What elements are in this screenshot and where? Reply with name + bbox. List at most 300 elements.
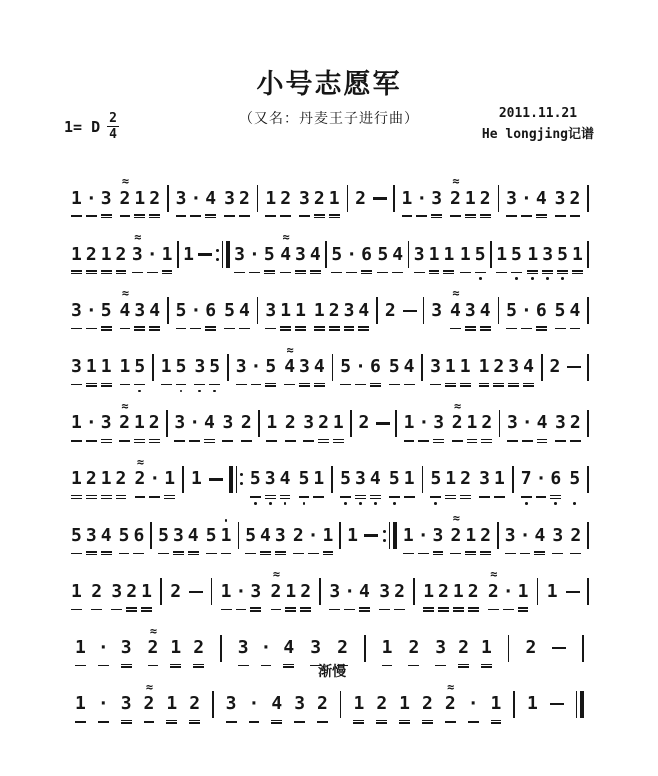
note-digit: 1 bbox=[381, 637, 393, 658]
notation-line bbox=[69, 509, 590, 565]
note-digit: 1 bbox=[465, 524, 477, 546]
underline-eighth bbox=[265, 383, 276, 385]
note-cell bbox=[160, 228, 175, 285]
note-cell bbox=[308, 228, 323, 285]
underline-eighth bbox=[161, 384, 172, 386]
note-group bbox=[494, 228, 524, 285]
note-digit: 2 bbox=[458, 637, 469, 658]
underline-sixteenth bbox=[149, 442, 160, 444]
tempo-annotation: 渐慢 bbox=[318, 663, 347, 680]
barline bbox=[422, 284, 426, 341]
underline-sixteenth bbox=[344, 329, 355, 331]
underline-eighth bbox=[570, 553, 581, 555]
underline-eighth bbox=[170, 664, 181, 666]
underline-sixteenth bbox=[453, 610, 464, 612]
note-digit: 5 bbox=[554, 299, 566, 321]
note-cell bbox=[248, 565, 263, 622]
underline-eighth bbox=[119, 553, 130, 555]
note-cell bbox=[115, 622, 138, 679]
note-digit: 6 bbox=[205, 299, 217, 321]
note-cell bbox=[402, 341, 417, 398]
underline-eighth bbox=[460, 495, 471, 497]
half-note-dash bbox=[375, 397, 391, 454]
underline-eighth bbox=[536, 326, 547, 328]
note-digit: 1 bbox=[134, 187, 146, 209]
note-group bbox=[264, 397, 279, 454]
barline bbox=[166, 284, 170, 341]
underline-eighth bbox=[249, 721, 260, 723]
rhythm-dot: · bbox=[520, 187, 532, 209]
note-cell bbox=[265, 678, 288, 735]
underline-eighth bbox=[570, 215, 581, 217]
note-group bbox=[376, 622, 399, 679]
note-cell bbox=[359, 228, 374, 285]
note-digit: 2 bbox=[170, 580, 182, 602]
note-group bbox=[448, 172, 493, 229]
underline-sixteenth bbox=[537, 442, 548, 444]
note-digit: 1 bbox=[160, 356, 172, 378]
note-group bbox=[130, 228, 175, 285]
notation-line bbox=[69, 341, 590, 397]
underline-eighth bbox=[491, 720, 502, 722]
rhythm-dot: · bbox=[97, 637, 109, 658]
underline-eighth bbox=[370, 383, 381, 385]
note-group bbox=[301, 397, 346, 454]
note-digit: 3 bbox=[235, 356, 247, 378]
underline-eighth bbox=[224, 328, 235, 330]
note-group bbox=[568, 509, 583, 566]
note-group bbox=[263, 284, 308, 341]
note-cell bbox=[124, 565, 139, 622]
octave-dot-below bbox=[531, 277, 534, 280]
note-digit: 2 bbox=[85, 468, 97, 490]
note-digit: 4 bbox=[260, 524, 271, 546]
underline-sixteenth bbox=[353, 722, 364, 724]
underline-sixteenth bbox=[443, 273, 454, 275]
rhythm-dot: · bbox=[248, 693, 260, 715]
underline-eighth bbox=[480, 326, 491, 328]
underline-eighth bbox=[404, 496, 415, 498]
underline-eighth bbox=[355, 495, 366, 497]
note-cell bbox=[316, 397, 331, 454]
underline-eighth bbox=[265, 495, 276, 497]
note-digit: 5 bbox=[245, 524, 257, 546]
repeat-start-barline bbox=[228, 453, 244, 510]
note-group bbox=[89, 565, 104, 622]
note-digit: 5 bbox=[158, 524, 169, 546]
note-cell bbox=[114, 453, 129, 510]
underline-eighth bbox=[506, 328, 517, 330]
note-cell bbox=[262, 228, 277, 285]
key-signature-text: 1= D bbox=[64, 117, 101, 136]
note-digit: 5 bbox=[511, 243, 522, 265]
note-digit: 1 bbox=[265, 187, 277, 209]
half-note-dash bbox=[363, 509, 379, 566]
note-digit: 6 bbox=[133, 524, 145, 546]
underline-eighth bbox=[404, 440, 415, 442]
half-note-dash bbox=[566, 341, 582, 398]
note-group bbox=[232, 228, 277, 285]
time-numerator: 2 bbox=[109, 111, 117, 126]
note-cell bbox=[532, 509, 547, 566]
barline bbox=[392, 172, 396, 229]
underline-eighth bbox=[450, 553, 461, 555]
underline-eighth bbox=[323, 551, 334, 553]
underline-eighth bbox=[71, 495, 82, 497]
repeat-end-barline bbox=[382, 509, 398, 566]
underline-sixteenth bbox=[71, 498, 82, 500]
underline-eighth bbox=[260, 551, 271, 553]
note-digit: 5 bbox=[340, 468, 351, 490]
underline-sixteenth bbox=[300, 610, 311, 612]
underline-eighth bbox=[141, 607, 152, 609]
note-cell bbox=[255, 622, 278, 679]
half-note-dash bbox=[208, 453, 224, 510]
note-digit: 3 bbox=[542, 243, 554, 265]
note-cell bbox=[412, 228, 427, 285]
note-cell bbox=[431, 509, 446, 566]
underline-eighth bbox=[423, 607, 434, 609]
note-digit: 1 bbox=[496, 243, 508, 265]
note-cell bbox=[466, 565, 481, 622]
rhythm-dot: · bbox=[85, 299, 97, 321]
note-digit: 4 bbox=[119, 299, 131, 321]
note-cell bbox=[353, 172, 368, 229]
underline-sixteenth bbox=[116, 273, 127, 275]
note-cell bbox=[297, 172, 312, 229]
underline-eighth bbox=[250, 607, 261, 609]
note-cell bbox=[478, 172, 493, 229]
note-digit: 4 bbox=[271, 693, 283, 715]
note-cell bbox=[567, 453, 582, 510]
note-group bbox=[383, 284, 398, 341]
underline-sixteenth bbox=[86, 554, 97, 556]
note-cell bbox=[568, 397, 583, 454]
note-cell bbox=[509, 228, 524, 285]
note-group bbox=[172, 397, 217, 454]
underline-eighth bbox=[134, 384, 145, 386]
rhythm-dot: · bbox=[502, 580, 514, 602]
underline-eighth bbox=[435, 665, 446, 667]
note-digit: 1 bbox=[571, 243, 583, 265]
underline-eighth bbox=[414, 272, 425, 274]
note-group bbox=[327, 565, 372, 622]
note-group bbox=[519, 453, 564, 510]
note-digit: 2 bbox=[317, 693, 328, 715]
note-cell bbox=[69, 228, 84, 285]
note-digit: 4 bbox=[205, 187, 217, 209]
note-cell bbox=[222, 172, 237, 229]
note-digit: 1 bbox=[75, 693, 86, 715]
notation-line bbox=[69, 565, 590, 621]
note-digit: 4 bbox=[358, 299, 370, 321]
underline-sixteenth bbox=[480, 217, 491, 219]
trill-icon: ≈ bbox=[121, 174, 129, 188]
barline bbox=[346, 172, 350, 229]
underline-eighth bbox=[355, 384, 366, 386]
note-cell bbox=[168, 565, 183, 622]
note-digit: 2 bbox=[422, 693, 433, 715]
note-digit: 1 bbox=[480, 637, 492, 658]
underline-eighth bbox=[111, 609, 122, 611]
note-cell bbox=[492, 453, 507, 510]
note-cell bbox=[428, 341, 443, 398]
half-note-dash bbox=[197, 228, 213, 285]
note-group bbox=[222, 284, 252, 341]
note-digit: 3 bbox=[120, 637, 132, 658]
underline-eighth bbox=[158, 553, 169, 555]
note-group bbox=[477, 453, 507, 510]
note-cell bbox=[311, 678, 334, 735]
underline-eighth bbox=[75, 665, 86, 667]
note-cell bbox=[239, 397, 254, 454]
note-group bbox=[220, 678, 289, 735]
note-group bbox=[118, 172, 163, 229]
underline-sixteenth bbox=[299, 385, 310, 387]
underline-sixteenth bbox=[318, 442, 329, 444]
note-cell bbox=[291, 509, 306, 566]
underline-eighth bbox=[135, 496, 146, 498]
underline-sixteenth bbox=[101, 273, 112, 275]
note-digit: 2 bbox=[115, 243, 127, 265]
note-digit: 3 bbox=[299, 356, 310, 378]
octave-dot-below bbox=[546, 277, 549, 280]
note-cell bbox=[443, 341, 458, 398]
note-digit: 1 bbox=[444, 356, 456, 378]
note-digit: 4 bbox=[313, 356, 325, 378]
note-digit: 1 bbox=[546, 580, 558, 602]
note-group bbox=[192, 341, 222, 398]
note-group bbox=[234, 341, 279, 398]
underline-sixteenth bbox=[423, 610, 434, 612]
note-digit: 3 bbox=[294, 693, 306, 715]
note-group bbox=[347, 678, 438, 735]
note-cell bbox=[147, 397, 162, 454]
note-group bbox=[450, 397, 495, 454]
note-cell bbox=[452, 622, 475, 679]
note-digit: 6 bbox=[535, 299, 547, 321]
note-cell bbox=[347, 678, 370, 735]
trill-icon: ≈ bbox=[452, 511, 459, 526]
underline-eighth bbox=[134, 326, 145, 328]
rhythm-dot: · bbox=[190, 299, 202, 321]
repeat-end-barline bbox=[215, 228, 231, 285]
credits-block bbox=[482, 103, 594, 146]
barline bbox=[507, 678, 521, 735]
note-cell bbox=[390, 228, 405, 285]
note-digit: 1 bbox=[347, 524, 358, 546]
note-cell bbox=[293, 228, 308, 285]
note-cell bbox=[416, 678, 439, 735]
underline-eighth bbox=[294, 721, 305, 723]
underline-eighth bbox=[445, 383, 456, 385]
underline-eighth bbox=[149, 326, 160, 328]
barline bbox=[181, 453, 185, 510]
note-digit: 2 bbox=[318, 412, 329, 434]
note-digit: 4 bbox=[450, 299, 461, 321]
note-digit: 4 bbox=[569, 299, 581, 321]
underline-sixteenth bbox=[310, 273, 321, 275]
note-cell bbox=[186, 509, 201, 566]
note-group bbox=[282, 341, 327, 398]
underline-eighth bbox=[340, 496, 351, 498]
underline-sixteenth bbox=[467, 442, 478, 444]
underline-eighth bbox=[86, 440, 97, 442]
note-group bbox=[69, 622, 138, 679]
underline-sixteenth bbox=[370, 385, 381, 387]
note-digit: 2 bbox=[493, 356, 505, 378]
note-cell bbox=[145, 228, 160, 285]
note-cell bbox=[132, 397, 147, 454]
note-cell bbox=[338, 453, 353, 510]
underline-sixteenth bbox=[465, 329, 476, 331]
underline-eighth bbox=[221, 553, 232, 555]
note-cell bbox=[277, 622, 300, 679]
underline-eighth bbox=[445, 721, 456, 723]
note-cell bbox=[202, 397, 217, 454]
note-digit: 3 bbox=[234, 243, 245, 265]
note-cell bbox=[283, 397, 298, 454]
note-cell bbox=[301, 397, 316, 454]
underline-sixteenth bbox=[189, 722, 200, 724]
rhythm-dot: · bbox=[307, 524, 319, 546]
barline bbox=[330, 453, 334, 510]
barline bbox=[151, 341, 155, 398]
underline-eighth bbox=[205, 214, 216, 216]
note-cell bbox=[115, 678, 138, 735]
note-cell bbox=[525, 228, 540, 285]
barline bbox=[502, 622, 516, 679]
underline-eighth bbox=[245, 553, 256, 555]
note-group bbox=[505, 397, 550, 454]
note-group bbox=[521, 678, 544, 735]
note-cell bbox=[331, 397, 346, 454]
note-digit: 2 bbox=[358, 412, 370, 434]
note-cell bbox=[570, 228, 585, 285]
note-digit: 1 bbox=[401, 187, 413, 209]
trill-icon: ≈ bbox=[452, 286, 459, 301]
underline-eighth bbox=[536, 214, 547, 216]
underline-eighth bbox=[314, 326, 325, 328]
note-cell bbox=[501, 565, 516, 622]
note-cell bbox=[491, 341, 506, 398]
underline-eighth bbox=[126, 607, 137, 609]
barline bbox=[166, 172, 170, 229]
barline bbox=[586, 453, 590, 510]
underline-eighth bbox=[429, 270, 440, 272]
note-cell bbox=[427, 228, 442, 285]
underline-eighth bbox=[176, 328, 187, 330]
underline-eighth bbox=[194, 384, 205, 386]
note-cell bbox=[312, 172, 327, 229]
note-group bbox=[429, 284, 444, 341]
octave-dot-below bbox=[254, 502, 257, 505]
underline-eighth bbox=[389, 496, 400, 498]
note-digit: 5 bbox=[205, 524, 217, 546]
note-digit: 5 bbox=[175, 299, 187, 321]
note-cell bbox=[477, 453, 492, 510]
rhythm-dot: · bbox=[85, 412, 97, 434]
note-cell bbox=[387, 341, 402, 398]
underline-eighth bbox=[101, 326, 112, 328]
note-digit: 4 bbox=[479, 299, 491, 321]
underline-sixteenth bbox=[433, 442, 444, 444]
note-digit: 3 bbox=[134, 299, 146, 321]
note-group bbox=[329, 228, 374, 285]
underline-eighth bbox=[164, 495, 175, 497]
note-cell bbox=[416, 509, 431, 566]
note-digit: 2 bbox=[481, 412, 493, 434]
note-cell bbox=[174, 172, 189, 229]
note-cell bbox=[99, 284, 114, 341]
underline-eighth bbox=[346, 272, 357, 274]
note-digit: 5 bbox=[175, 356, 187, 378]
note-cell bbox=[429, 284, 444, 341]
note-cell bbox=[477, 341, 492, 398]
underline-eighth bbox=[572, 270, 583, 272]
note-digit: 2 bbox=[337, 637, 348, 658]
note-cell bbox=[342, 284, 357, 341]
barline bbox=[206, 678, 220, 735]
rhythm-dot: · bbox=[344, 580, 356, 602]
octave-dot-below bbox=[374, 502, 377, 505]
note-digit: 3 bbox=[264, 468, 276, 490]
note-cell bbox=[451, 565, 466, 622]
underline-eighth bbox=[511, 272, 522, 274]
underline-eighth bbox=[403, 553, 414, 555]
underline-sixteenth bbox=[101, 329, 112, 331]
note-digit: 2 bbox=[525, 637, 537, 658]
underline-eighth bbox=[314, 383, 325, 385]
note-group bbox=[429, 622, 498, 679]
note-cell bbox=[142, 622, 165, 679]
note-cell bbox=[109, 565, 124, 622]
note-cell bbox=[147, 284, 162, 341]
note-digit: 3 bbox=[250, 580, 262, 602]
rhythm-dot: · bbox=[346, 243, 358, 265]
note-digit: 5 bbox=[224, 299, 235, 321]
note-group bbox=[69, 565, 84, 622]
note-digit: 2 bbox=[328, 299, 340, 321]
underline-eighth bbox=[377, 272, 388, 274]
rhythm-dot: · bbox=[189, 412, 201, 434]
underline-eighth bbox=[389, 384, 400, 386]
underline-eighth bbox=[295, 270, 306, 272]
underline-sixteenth bbox=[523, 385, 534, 387]
note-cell bbox=[401, 509, 416, 566]
note-group bbox=[69, 397, 114, 454]
note-group bbox=[220, 397, 235, 454]
note-digit: 2 bbox=[313, 187, 325, 209]
note-cell bbox=[278, 228, 293, 285]
underline-eighth bbox=[193, 664, 204, 666]
half-note-dash bbox=[565, 565, 581, 622]
note-cell bbox=[485, 678, 508, 735]
note-group bbox=[477, 341, 536, 398]
note-group bbox=[503, 509, 548, 566]
credit-transcriber: He longjing记谱 bbox=[481, 127, 594, 143]
note-cell bbox=[174, 341, 189, 398]
note-cell bbox=[540, 228, 555, 285]
note-cell bbox=[243, 678, 266, 735]
note-group bbox=[109, 565, 154, 622]
underline-eighth bbox=[520, 553, 531, 555]
note-cell bbox=[519, 622, 542, 679]
underline-sixteenth bbox=[458, 666, 469, 668]
note-group bbox=[312, 284, 371, 341]
underline-eighth bbox=[134, 439, 145, 441]
underline-sixteenth bbox=[275, 554, 286, 556]
